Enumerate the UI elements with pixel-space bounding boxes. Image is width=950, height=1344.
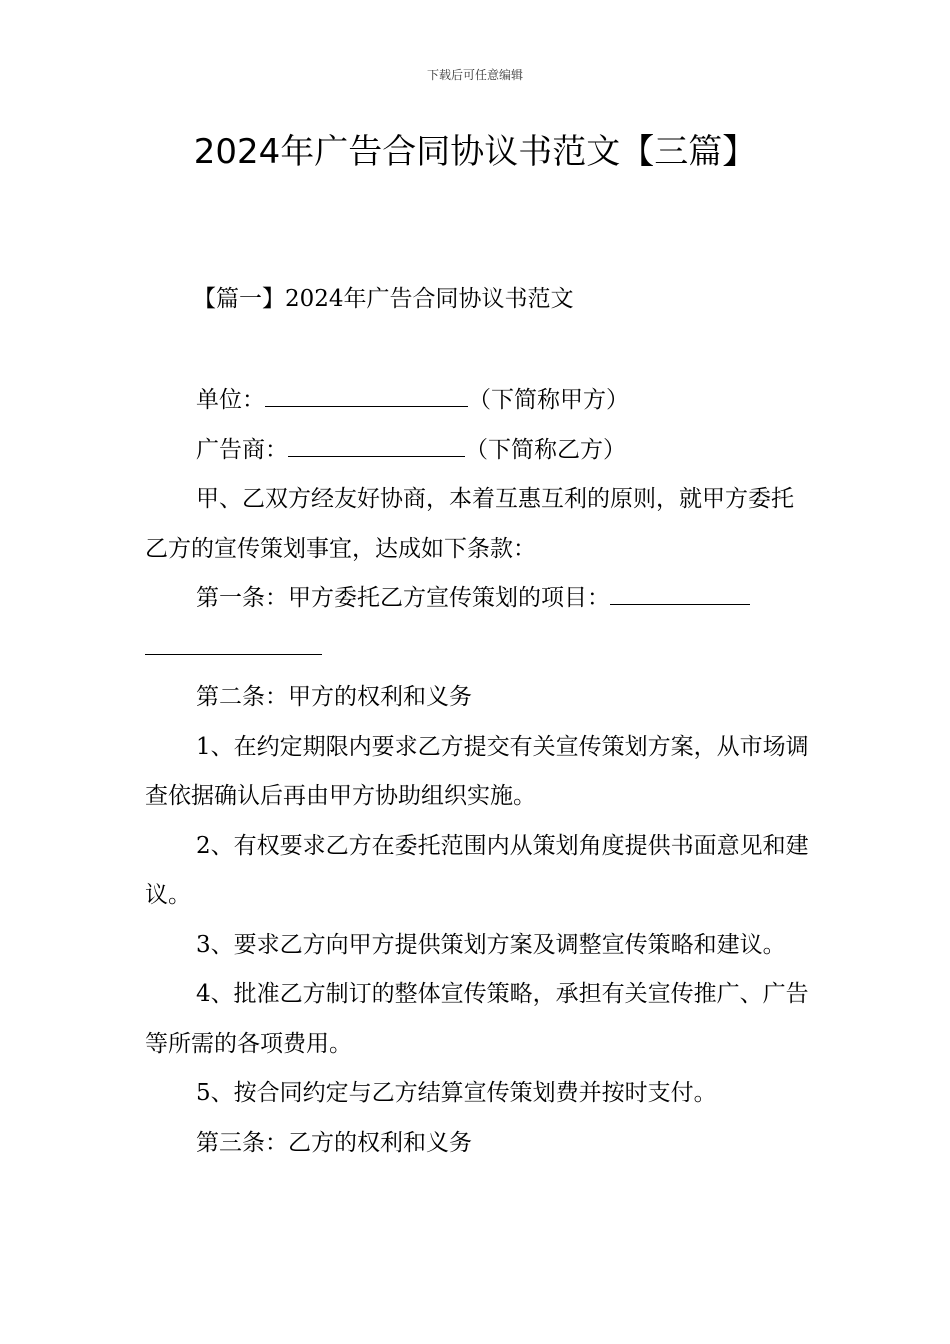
- party-a-line: [145, 376, 811, 426]
- article-2-item: 3、要求乙方向甲方提供策划方案及调整宣传策略和建议。: [196, 931, 786, 958]
- article-2-item: 4、批准乙方制订的整体宣传策略，承担有关宣传推广、广告等所需的各项费用。: [145, 981, 809, 1057]
- article-1-text: 第一条：甲方委托乙方宣传策划的项目：: [196, 585, 610, 611]
- party-b-blank: [288, 428, 465, 457]
- article-2-heading: 第二条：甲方的权利和义务: [196, 684, 472, 710]
- article-1-blank-line: [145, 624, 811, 674]
- party-a-label: 单位：: [196, 387, 265, 413]
- article-1-line: [145, 574, 811, 624]
- party-b-label: 广告商：: [196, 436, 288, 463]
- article-2-item: 2、有权要求乙方在委托范围内从策划角度提供书面意见和建议。: [145, 832, 809, 908]
- intro-paragraph: 甲、乙双方经友好协商，本着互惠互利的原则，就甲方委托乙方的宣传策划事宜，达成如下条款：: [145, 486, 794, 562]
- article-1-blank-continued: [145, 626, 322, 655]
- article-2-item: 1、在约定期限内要求乙方提交有关宣传策划方案，从市场调查依据确认后再由甲方协助组织实施。: [145, 733, 809, 809]
- section-heading: 【篇一】2024年广告合同协议书范文: [193, 286, 574, 312]
- party-a-blank: [265, 378, 468, 407]
- header-note: 下载后可任意编辑: [426, 68, 523, 82]
- party-b-suffix: （下简称乙方）: [465, 436, 626, 463]
- article-2-item: 5、按合同约定与乙方结算宣传策划费并按时支付。: [196, 1080, 717, 1106]
- document-title: 2024年广告合同协议书范文【三篇】: [193, 132, 757, 172]
- party-a-suffix: （下简称甲方）: [468, 387, 629, 413]
- document-body: [145, 376, 811, 1168]
- article-3-heading: 第三条：乙方的权利和义务: [196, 1129, 472, 1156]
- article-1-blank: [610, 576, 750, 605]
- party-b-line: [145, 426, 811, 476]
